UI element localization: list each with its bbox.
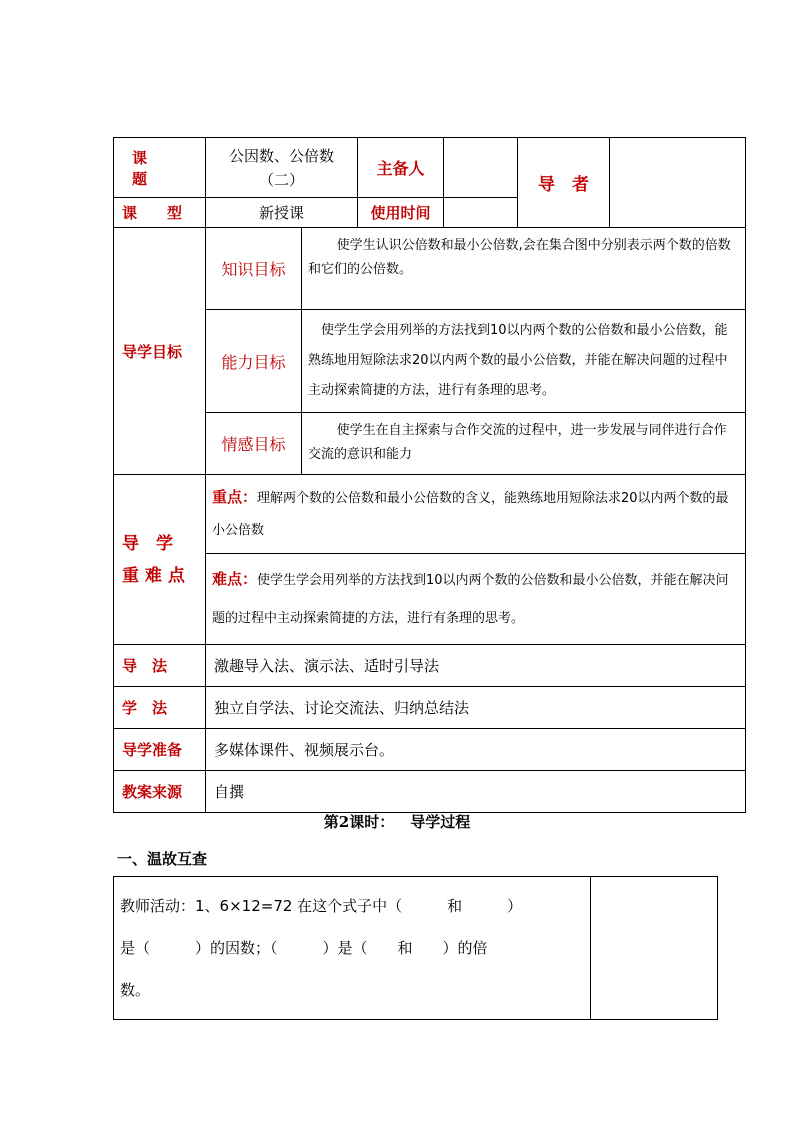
preparer-label: 主备人: [358, 138, 444, 198]
source-label: 教案来源: [114, 771, 206, 813]
topic-value-cell: [206, 138, 358, 198]
activity-line-3: 数。: [120, 981, 151, 999]
difficult-point-cell: [206, 554, 746, 645]
emotion-cell: [302, 413, 746, 475]
ability-label: 能力目标: [206, 310, 302, 413]
time-value: [444, 198, 518, 228]
knowledge-text: 使学生认识公倍数和最小公倍数,会在集合图中分别表示两个数的倍数和它们的公倍数。: [308, 238, 731, 277]
key-point-label: 重点：: [212, 488, 258, 506]
part-title: 一、温故互查: [117, 850, 208, 868]
lesson-number: 第2课时：: [323, 813, 395, 831]
guide-label: 导 者: [518, 138, 610, 228]
preparer-value: [444, 138, 518, 198]
guide-method-label: 导 法: [114, 645, 206, 687]
teacher-activity: [114, 877, 590, 1019]
knowledge-label: 知识目标: [206, 228, 302, 310]
difficult-point: [206, 554, 745, 644]
lesson-plan-table: [113, 137, 746, 813]
type-label-cell: [114, 198, 206, 228]
topic-label: 课 题: [132, 148, 178, 188]
topic-value-line2: （二）: [259, 170, 305, 189]
knowledge-cell: [302, 228, 746, 310]
guide-value: [610, 138, 746, 228]
ability-text: 使学生学会用列举的方法找到10以内两个数的公倍数和最小公倍数，能熟练地用短除法求20以内两个数的最小公倍数，并能在解决问题的过程中主动探索简捷的方法，进行有条理的思考。: [308, 323, 728, 398]
prep-value: 多媒体课件、视频展示台。: [206, 729, 746, 771]
activity-table: [113, 876, 718, 1020]
difficult-point-label: 难点：: [212, 570, 258, 588]
type-label: 课 型: [122, 204, 183, 222]
activity-line-1-text: 1、6×12=72 在这个式子中（ 和 ）: [195, 897, 523, 915]
key-points-label-line1: 导 学: [122, 533, 173, 554]
key-points-label-line2: 重 难 点: [122, 565, 185, 586]
activity-note-cell: [591, 877, 718, 1020]
activity-line-1: [120, 885, 584, 927]
key-point-text: 理解两个数的公倍数和最小公倍数的含义，能熟练地用短除法求20以内两个数的最小公倍数: [212, 491, 729, 538]
emotion-text: 使学生在自主探索与合作交流的过程中，进一步发展与同伴进行合作交流的意识和能力: [308, 423, 727, 462]
study-method-label: 学 法: [114, 687, 206, 729]
key-points-label: [114, 475, 206, 645]
emotion-label: 情感目标: [206, 413, 302, 475]
prep-label: 导学准备: [114, 729, 206, 771]
objectives-label: 导学目标: [114, 228, 206, 475]
type-value: 新授课: [206, 198, 358, 228]
topic-value-line1: 公因数、公倍数: [229, 146, 335, 165]
difficult-point-text: 使学生学会用列举的方法找到10以内两个数的公倍数和最小公倍数，并能在解决问题的过程中主动探索简捷的方法，进行有条理的思考。: [212, 573, 729, 626]
section-heading: [0, 811, 794, 832]
key-point-cell: [206, 475, 746, 554]
activity-line-2: 是（ ）的因数；（ ）是（ 和 ）的倍: [120, 939, 488, 957]
study-method-value: 独立自学法、讨论交流法、归纳总结法: [206, 687, 746, 729]
teacher-activity-cell: [114, 877, 591, 1020]
topic-label-cell: [114, 138, 206, 198]
key-point: [206, 475, 745, 553]
source-value: 自撰: [206, 771, 746, 813]
ability-cell: [302, 310, 746, 413]
time-label: 使用时间: [358, 198, 444, 228]
teacher-label: 教师活动：: [120, 897, 196, 915]
process-title: 导学过程: [410, 813, 471, 831]
guide-method-value: 激趣导入法、演示法、适时引导法: [206, 645, 746, 687]
